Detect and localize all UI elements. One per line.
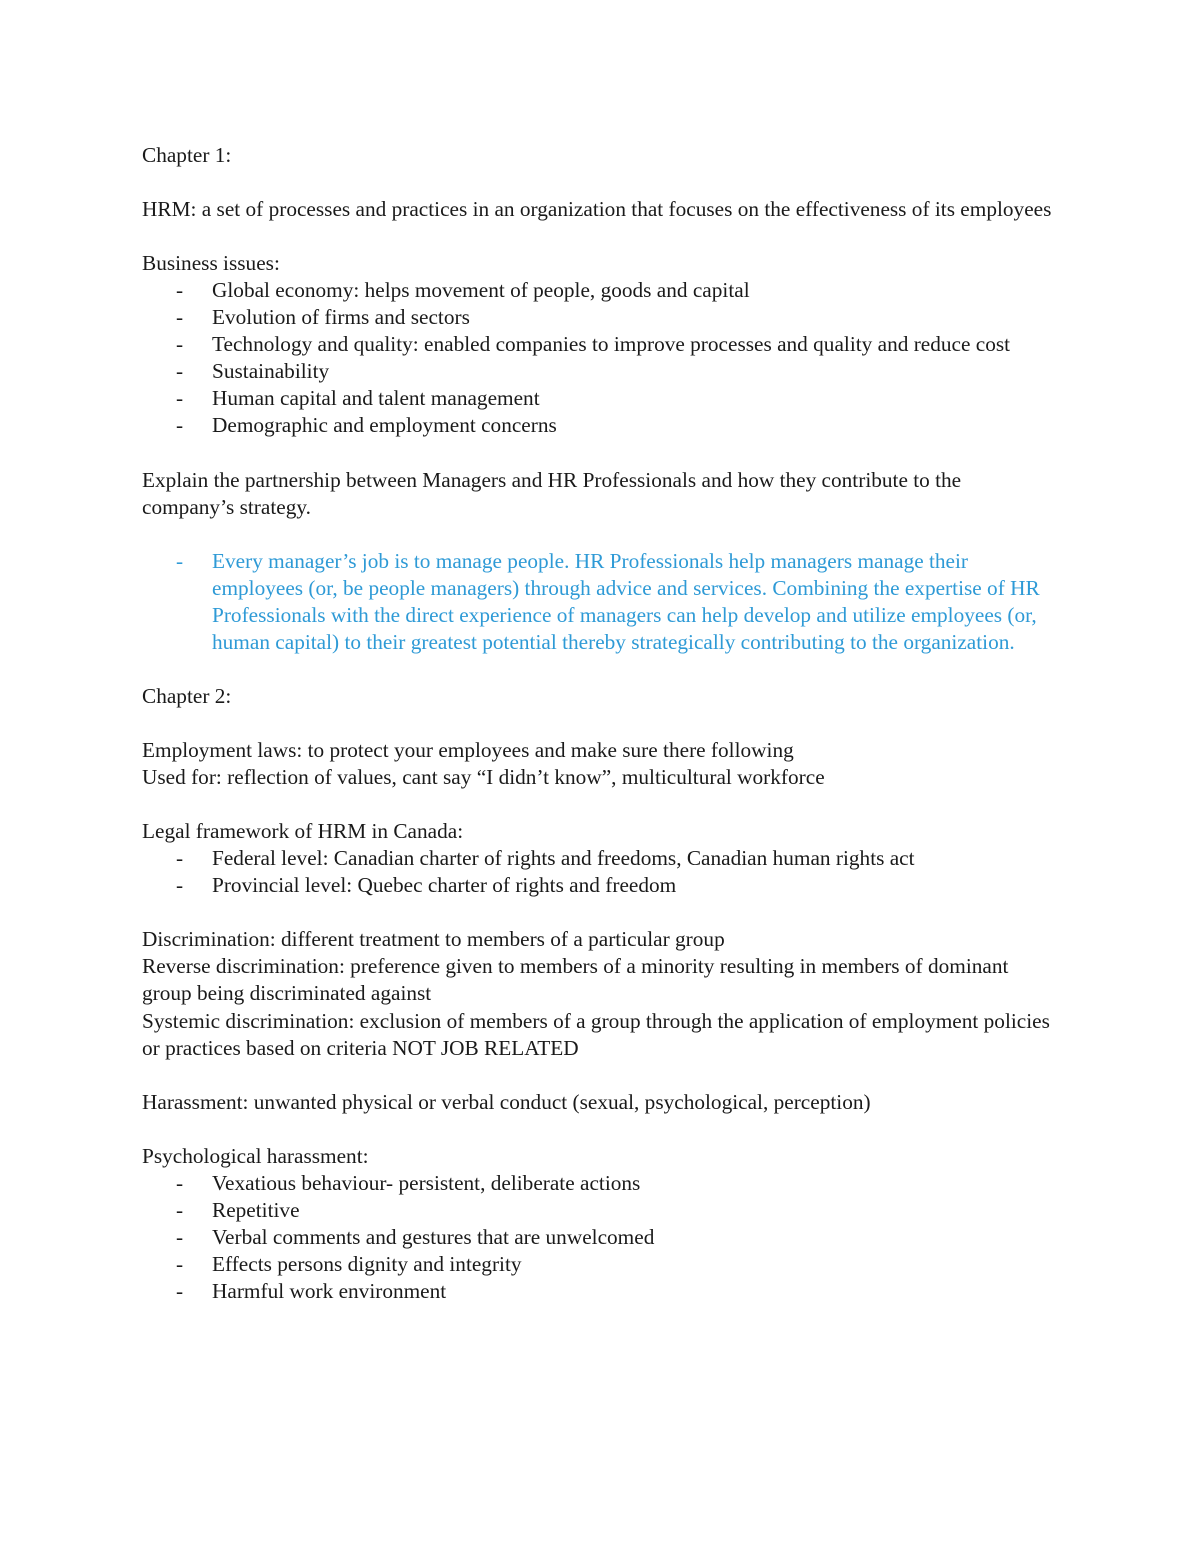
list-item-text: Technology and quality: enabled companies to improve processes and quality and reduce cost <box>212 332 1011 357</box>
list-item <box>142 385 1057 412</box>
dash-bullet: - <box>176 1278 184 1303</box>
spacer <box>142 440 1057 467</box>
document-page <box>142 142 1057 1305</box>
list-item-text: Repetitive <box>212 1197 300 1222</box>
spacer <box>142 656 1057 683</box>
spacer <box>142 521 1057 548</box>
spacer <box>142 899 1057 926</box>
chapter2-heading: Chapter 2: <box>142 683 232 708</box>
psych-harassment-label: Psychological harassment: <box>142 1143 369 1168</box>
legal-framework-label: Legal framework of HRM in Canada: <box>142 819 464 844</box>
list-item <box>142 1197 1057 1224</box>
spacer <box>142 710 1057 737</box>
hrm-definition: HRM: a set of processes and practices in an organization that focuses on the effectiveness of its employees <box>142 197 1052 222</box>
list-item-text: Human capital and talent management <box>212 386 540 411</box>
partnership-question: Explain the partnership between Managers and HR Professionals and how they contribute to the company’s strategy. <box>142 467 962 519</box>
dash-bullet: - <box>176 332 184 357</box>
list-item <box>142 1224 1057 1251</box>
list-item <box>142 331 1057 358</box>
dash-bullet: - <box>176 873 184 898</box>
list-item-text: Harmful work environment <box>212 1278 447 1303</box>
list-item <box>142 277 1057 304</box>
spacer <box>142 791 1057 818</box>
reverse-discrimination: Reverse discrimination: preference given to members of a minority resulting in members of dominant group being discriminated against <box>142 954 1009 1006</box>
dash-bullet: - <box>176 548 184 573</box>
list-item <box>142 845 1057 872</box>
dash-bullet: - <box>176 305 184 330</box>
answer-list <box>142 548 1057 656</box>
spacer <box>142 1116 1057 1143</box>
list-item-text: Provincial level: Quebec charter of rights and freedom <box>212 873 677 898</box>
spacer <box>142 1062 1057 1089</box>
chapter1-heading: Chapter 1: <box>142 143 232 167</box>
used-for: Used for: reflection of values, cant say “I didn’t know”, multicultural workforce <box>142 765 825 790</box>
legal-framework-list <box>142 845 1057 899</box>
spacer <box>142 223 1057 250</box>
list-item-text: Evolution of firms and sectors <box>212 305 470 330</box>
list-item-text: Vexatious behaviour- persistent, deliberate actions <box>212 1170 641 1195</box>
dash-bullet: - <box>176 1197 184 1222</box>
list-item-text: Sustainability <box>212 359 330 384</box>
list-item <box>142 304 1057 331</box>
answer-item <box>142 548 1057 656</box>
list-item <box>142 872 1057 899</box>
dash-bullet: - <box>176 1251 184 1276</box>
list-item <box>142 1251 1057 1278</box>
list-item <box>142 412 1057 439</box>
list-item <box>142 1278 1057 1305</box>
list-item-text: Effects persons dignity and integrity <box>212 1251 522 1276</box>
psych-harassment-list <box>142 1170 1057 1305</box>
list-item-text: Demographic and employment concerns <box>212 413 557 438</box>
list-item-text: Verbal comments and gestures that are unwelcomed <box>212 1224 655 1249</box>
dash-bullet: - <box>176 846 184 871</box>
list-item <box>142 358 1057 385</box>
dash-bullet: - <box>176 386 184 411</box>
dash-bullet: - <box>176 1224 184 1249</box>
dash-bullet: - <box>176 1170 184 1195</box>
systemic-discrimination: Systemic discrimination: exclusion of members of a group through the application of employment policies or practices based on criteria NOT JOB RELATED <box>142 1008 1050 1060</box>
business-issues-list <box>142 277 1057 439</box>
list-item-text: Federal level: Canadian charter of rights and freedoms, Canadian human rights act <box>212 846 915 871</box>
list-item-text: Global economy: helps movement of people, goods and capital <box>212 278 750 303</box>
discrimination: Discrimination: different treatment to members of a particular group <box>142 927 725 952</box>
list-item <box>142 1170 1057 1197</box>
dash-bullet: - <box>176 359 184 384</box>
spacer <box>142 169 1057 196</box>
harassment: Harassment: unwanted physical or verbal conduct (sexual, psychological, perception) <box>142 1089 871 1114</box>
dash-bullet: - <box>176 413 184 438</box>
dash-bullet: - <box>176 278 184 303</box>
employment-laws: Employment laws: to protect your employees and make sure there following <box>142 738 794 763</box>
business-issues-label: Business issues: <box>142 251 280 276</box>
answer-text: Every manager’s job is to manage people. HR Professionals help managers manage their employees (or, be people managers) through advice and services. Combining the expertise of HR Professionals with the direct experience of managers can help develop and utilize employees (or, human capital) to their greatest potential thereby strategically contributing to the organization. <box>212 548 1040 654</box>
